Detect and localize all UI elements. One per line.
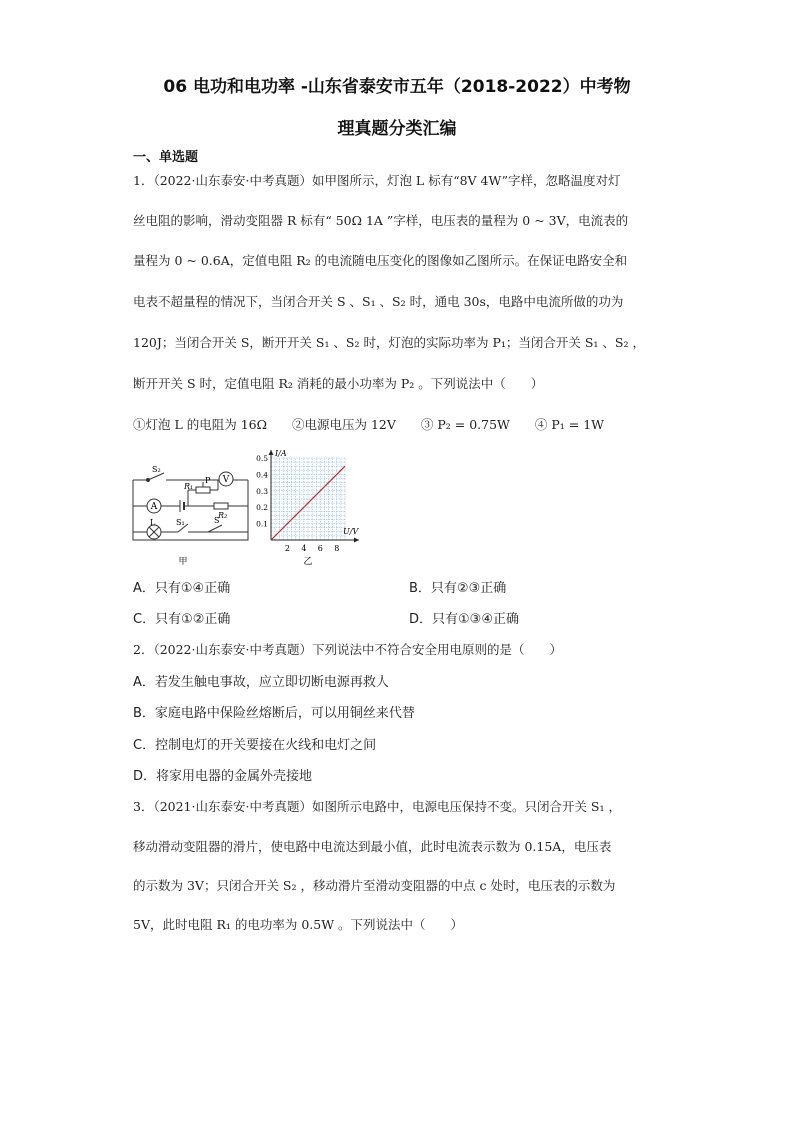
circuit-label-r1: R₁ [184, 482, 194, 491]
section-heading: 一、单选题 [133, 150, 199, 165]
q3-line-4: 5V，此时电阻 R₁ 的电功率为 0.5W 。下列说法中（ ） [133, 917, 464, 932]
chart-ticks [256, 454, 339, 553]
q1-line-4: 电表不超量程的情况下，当闭合开关 S 、S₁ 、S₂ 时，通电 30s，电路中电流所做的功为 [133, 294, 624, 309]
circuit-label-r2: R₂ [218, 511, 228, 520]
q2-option-b[interactable]: B．家庭电路中保险丝熔断后，可以用铜丝来代替 [133, 706, 415, 721]
x-tick-label: 6 [317, 544, 323, 553]
q1-option-a[interactable]: A．只有①④正确 [133, 581, 231, 596]
circuit-label-s: S [214, 516, 220, 525]
circuit-label-s2: S₂ [152, 465, 161, 474]
q1-line-1: 1．（2022·山东泰安·中考真题）如甲图所示，灯泡 L 标有“8V 4W”字样，忽略温度对灯 [133, 173, 621, 188]
y-tick-label: 0.4 [256, 470, 268, 480]
circuit-label-a: A [150, 502, 158, 512]
doc-title-line-2: 理真题分类汇编 [337, 119, 457, 139]
q2-stem: 2．（2022·山东泰安·中考真题）下列说法中不符合安全用电原则的是（ ） [133, 642, 562, 657]
q2-option-a[interactable]: A．若发生触电事故，应立即切断电源再救人 [133, 675, 389, 690]
q1-line-2: 丝电阻的影响，滑动变阻器 R 标有“ 50Ω 1A ”字样，电压表的量程为 0 ~ 3V，电流表的 [133, 213, 629, 228]
figure-caption-jia: 甲 [178, 557, 188, 567]
figure-caption-yi: 乙 [303, 557, 313, 567]
y-tick-label: 0.2 [256, 503, 268, 513]
q3-line-1: 3．（2021·山东泰安·中考真题）如图所示电路中，电源电压保持不变。只闭合开关 S₁ ， [133, 799, 621, 814]
y-tick-label: 0.1 [256, 519, 268, 529]
q2-option-c[interactable]: C．控制电灯的开关要接在火线和电灯之间 [133, 738, 377, 753]
circuit-label-p: P [205, 476, 211, 485]
iu-chart [255, 446, 385, 568]
circuit-diagram [128, 452, 258, 567]
y-axis-label: I/A [275, 449, 287, 458]
y-tick-label: 0.5 [256, 454, 268, 463]
q1-line-5: 120J；当闭合开关 S，断开开关 S₁ 、S₂ 时，灯泡的实际功率为 P₁；当闭合开关 S₁ 、S₂ ， [133, 335, 645, 350]
q1-line-3: 量程为 0 ~ 0.6A，定值电阻 R₂ 的电流随电压变化的图像如乙图所示。在保证电路安全和 [133, 253, 628, 268]
x-axis-label: U/V [343, 527, 359, 536]
x-tick-label: 4 [301, 544, 307, 553]
q1-option-d[interactable]: D．只有①③④正确 [409, 612, 519, 627]
y-axis-arrow [269, 450, 274, 455]
q2-option-d[interactable]: D．将家用电器的金属外壳接地 [133, 769, 313, 784]
circuit-label-v: V [222, 475, 230, 485]
x-tick-label: 8 [334, 544, 340, 553]
q3-line-3: 的示数为 3V；只闭合开关 S₂ ，移动滑片至滑动变阻器的中点 c 处时，电压表的示数为 [133, 878, 616, 893]
chart-grid [271, 458, 345, 540]
y-tick-label: 0.3 [256, 486, 268, 496]
q1-option-c[interactable]: C．只有①②正确 [133, 612, 231, 627]
circuit-label-s1: S₁ [176, 518, 185, 527]
x-tick-label: 2 [284, 544, 290, 553]
doc-title-line-1: 06 电功和电功率 -山东省泰安市五年（2018-2022）中考物 [163, 77, 631, 97]
x-axis-arrow [354, 538, 359, 543]
circuit-label-l: L [150, 518, 156, 527]
q1-line-6: 断开开关 S 时，定值电阻 R₂ 消耗的最小功率为 P₂ 。下列说法中（ ） [133, 376, 544, 391]
q1-option-b[interactable]: B．只有②③正确 [409, 581, 507, 596]
q1-statements: ①灯泡 L 的电阻为 16Ω ②电源电压为 12V ③ P₂ = 0.75W ④ P₁ = 1W [133, 417, 605, 432]
q3-line-2: 移动滑动变阻器的滑片，使电路中电流达到最小值，此时电流表示数为 0.15A，电压表 [133, 839, 612, 854]
